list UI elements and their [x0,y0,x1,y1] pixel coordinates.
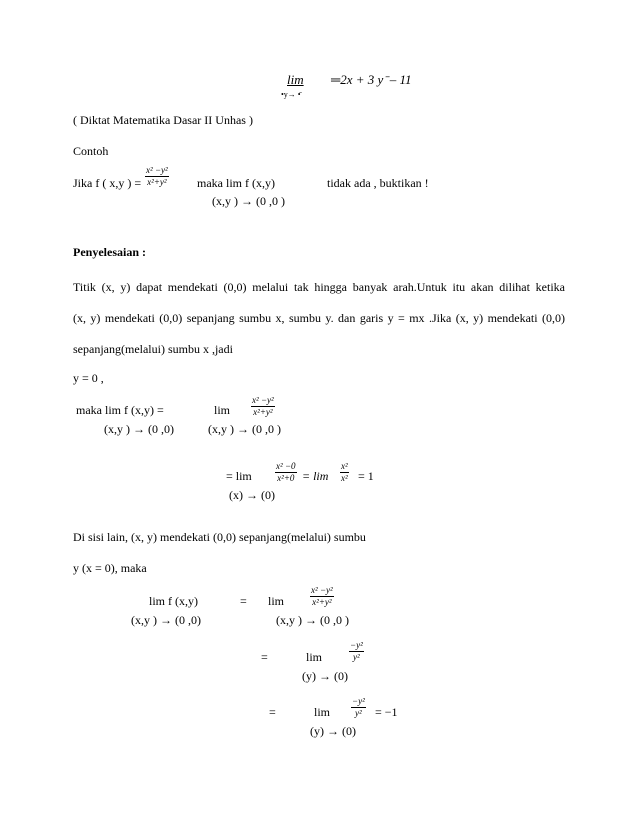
step2-mid: = lim [302,469,329,483]
step3-fraction-num: x² −y² [310,586,334,597]
paragraph2: Di sisi lain, (x, y) mendekati (0,0) sepanjang(melalui) sumbu [73,530,366,544]
example-fraction [145,166,169,188]
step3-fraction [310,586,334,608]
step5-eq: = [269,705,276,719]
step3-lim: lim [268,594,285,608]
example-under: (x,y ) → (0 ,0 ) [212,194,285,208]
step2-fraction1 [275,462,297,484]
top-formula-under: •y→ •̄ [281,90,301,99]
step5-fraction-den: y² [355,708,362,719]
step3-eq: = [240,594,247,608]
paragraph1-line1: Titik (x, y) dapat mendekati (0,0) melalui tak hingga banyak arah.Untuk itu akan dilihat ketika [73,280,565,294]
step2-fraction2-den: x² [341,473,348,484]
step3-fraction-den: x²+y² [312,597,332,608]
step5-fraction [351,697,366,719]
paragraph1-line3: sepanjang(melalui) sumbu x ,jadi [73,342,233,356]
step2-fraction2-num: x² [340,462,349,473]
step4-fraction-den: y² [353,652,360,663]
step3-left: lim f (x,y) [149,594,198,608]
example-suffix-b: tidak ada , buktikan ! [327,176,429,190]
step1-lim-under: (x,y ) → (0 ,0 ) [208,422,281,436]
paragraph3: y (x = 0), maka [73,561,147,575]
step4-eq: = [261,650,268,664]
example-fraction-den: x²+y² [147,177,167,188]
step5-fraction-num: −y² [351,697,366,708]
step1-fraction-den: x²+y² [253,407,273,418]
step1-fraction-num: x² −y² [251,396,275,407]
paragraph1-line2: (x, y) mendekati (0,0) sepanjang sumbu x, sumbu y. dan garis y = mx .Jika (x, y) mendekati (0,0) [73,311,565,325]
step2-result: = 1 [358,469,374,483]
step2-prefix: = lim [226,469,252,483]
step1-fraction [251,396,275,418]
step5-lim: lim [314,705,331,719]
step1-lim: lim [214,403,231,417]
example-prefix: Jika f ( x,y ) = [73,176,142,190]
step4-fraction [349,641,364,663]
citation: ( Diktat Matematika Dasar II Unhas ) [73,113,253,127]
top-formula-lim: lim [287,72,304,87]
top-formula-expr: ═2x + 3 y ̄ – 11 [331,72,412,87]
step4-lim: lim [306,650,323,664]
step2-fraction2 [340,462,349,484]
step5-result: = −1 [375,705,398,719]
step2-fraction1-den: x²+0 [277,473,295,484]
contoh-heading: Contoh [73,144,109,158]
step3-left-under: (x,y ) → (0 ,0) [131,613,201,627]
step3-lim-under: (x,y ) → (0 ,0 ) [276,613,349,627]
example-suffix-a: maka lim f (x,y) [197,176,275,190]
penyelesaian-heading: Penyelesaian : [73,245,146,259]
example-fraction-num: x² −y² [145,166,169,177]
step4-under: (y) → (0) [302,669,348,683]
step2-under: (x) → (0) [229,488,275,502]
y-equals-zero: y = 0 , [73,371,104,385]
step5-under: (y) → (0) [310,724,356,738]
step2-fraction1-num: x² −0 [275,462,297,473]
step1-left: maka lim f (x,y) = [76,403,164,417]
step1-left-under: (x,y ) → (0 ,0) [104,422,174,436]
step4-fraction-num: −y² [349,641,364,652]
